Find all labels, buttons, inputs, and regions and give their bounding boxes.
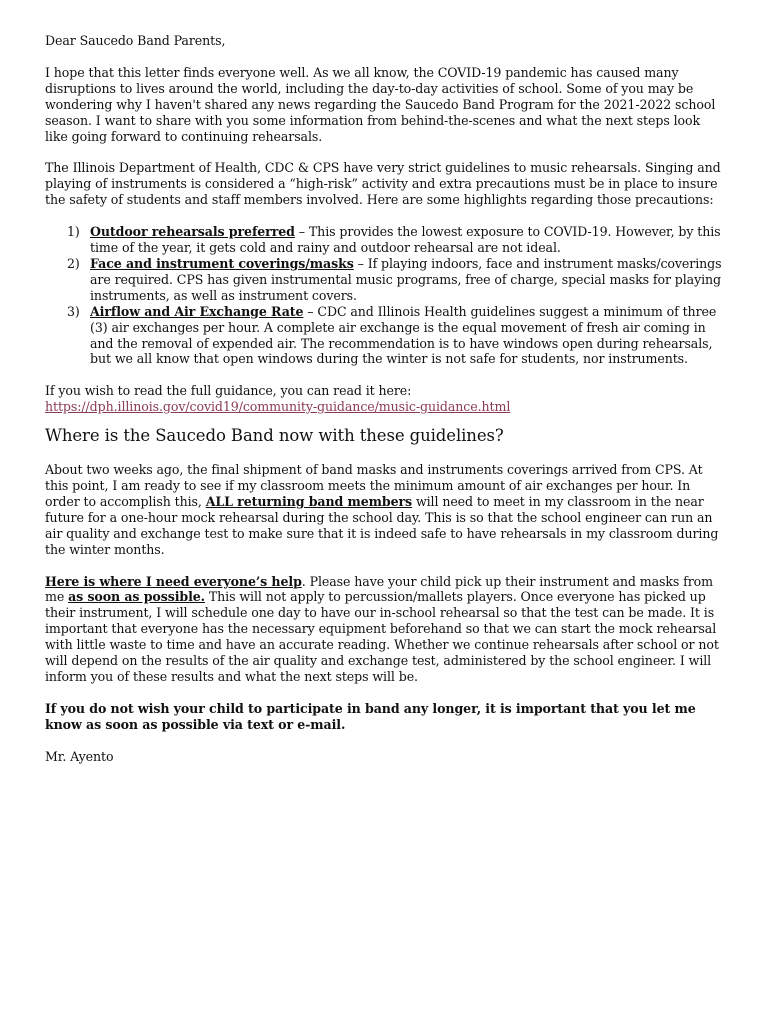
help-text-part2: This will not apply to percussion/mallets players. Once everyone has picked up their instrument, I will schedule one day to have our in-school rehearsal so that the test can be made. It is important that everyone has the necessary equipment beforehand so that we can start the mock rehearsal with little waste to time and have an accurate reading. Whether we continue rehearsals after school or not will depend on the results of the air quality and exchange test, administered by the school engineer. I will inform you of these results and what the next steps will be. xyxy=(45,589,719,684)
list-item-number: 3) xyxy=(67,303,80,319)
precautions-list xyxy=(45,224,723,367)
list-item xyxy=(45,256,723,304)
list-item-text: – If playing indoors, face and instrument masks/coverings are required. CPS has given instrumental music programs, free of charge, special masks for playing instruments, as well as instrument covers. xyxy=(90,255,722,303)
help-lead: Here is where I need everyone’s help xyxy=(45,573,302,589)
status-paragraph xyxy=(45,462,723,557)
guidelines-intro-paragraph: The Illinois Department of Health, CDC & CPS have very strict guidelines to music rehearsals. Singing and playing of instruments is considered a “high-risk” activity and extra precautions must be in place to insure the safety of students and staff members involved. Here are some highlights regarding those precautions: xyxy=(45,160,721,208)
list-item-number: 2) xyxy=(67,255,80,271)
section-heading: Where is the Saucedo Band now with these guidelines? xyxy=(45,426,504,446)
signature: Mr. Ayento xyxy=(45,748,114,764)
status-text-part2: will need to meet in my classroom in the near future for a one-hour mock rehearsal during the school day. This is so that the school engineer can run an air quality and exchange test to make sure that it is indeed safe to have rehearsals in my classroom during the winter months. xyxy=(45,493,719,557)
status-emphasis: ALL returning band members xyxy=(205,493,413,509)
help-asap: as soon as possible. xyxy=(68,589,205,605)
list-item-title: Outdoor rehearsals preferred xyxy=(90,224,295,240)
guidance-prompt: If you wish to read the full guidance, you can read it here: xyxy=(45,383,412,399)
list-item xyxy=(45,224,723,256)
list-item-number: 1) xyxy=(67,224,80,240)
salutation: Dear Saucedo Band Parents, xyxy=(45,33,226,48)
list-item-text: – CDC and Illinois Health guidelines suggest a minimum of three (3) air exchanges per hour. A complete air exchange is the equal movement of fresh air coming in and the removal of expended air. The recommendation is to have windows open during rehearsals, but we all know that open windows during the winter is not safe for students, nor instruments. xyxy=(90,303,717,367)
help-text-part1: . Please have your child pick up their instrument and masks from me xyxy=(45,573,713,605)
help-paragraph xyxy=(45,574,723,685)
withdraw-note: If you do not wish your child to participate in band any longer, it is important that you let me know as soon as possible via text or e-mail. xyxy=(45,700,696,732)
status-text-part1: About two weeks ago, the final shipment of band masks and instruments coverings arrived from CPS. At this point, I am ready to see if my classroom meets the minimum amount of air exchanges per hour. In order to accomplish this, xyxy=(45,462,703,509)
list-item-title: Airflow and Air Exchange Rate xyxy=(90,303,304,319)
list-item-title: Face and instrument coverings/masks xyxy=(90,255,354,271)
guidance-link[interactable]: https://dph.illinois.gov/covid19/community-guidance/music-guidance.html xyxy=(45,399,511,415)
list-item xyxy=(45,304,723,368)
list-item-text: – This provides the lowest exposure to COVID-19. However, by this time of the year, it gets cold and rainy and outdoor rehearsal are not ideal. xyxy=(90,224,721,256)
intro-paragraph: I hope that this letter finds everyone well. As we all know, the COVID-19 pandemic has caused many disruptions to lives around the world, including the day-to-day activities of school. Some of you may be wondering why I haven't shared any news regarding the Saucedo Band Program for the 2021-2022 school season. I want to share with you some information from behind-the-scenes and what the next steps look like going forward to continuing rehearsals. xyxy=(45,64,716,144)
letter-page xyxy=(45,33,723,765)
